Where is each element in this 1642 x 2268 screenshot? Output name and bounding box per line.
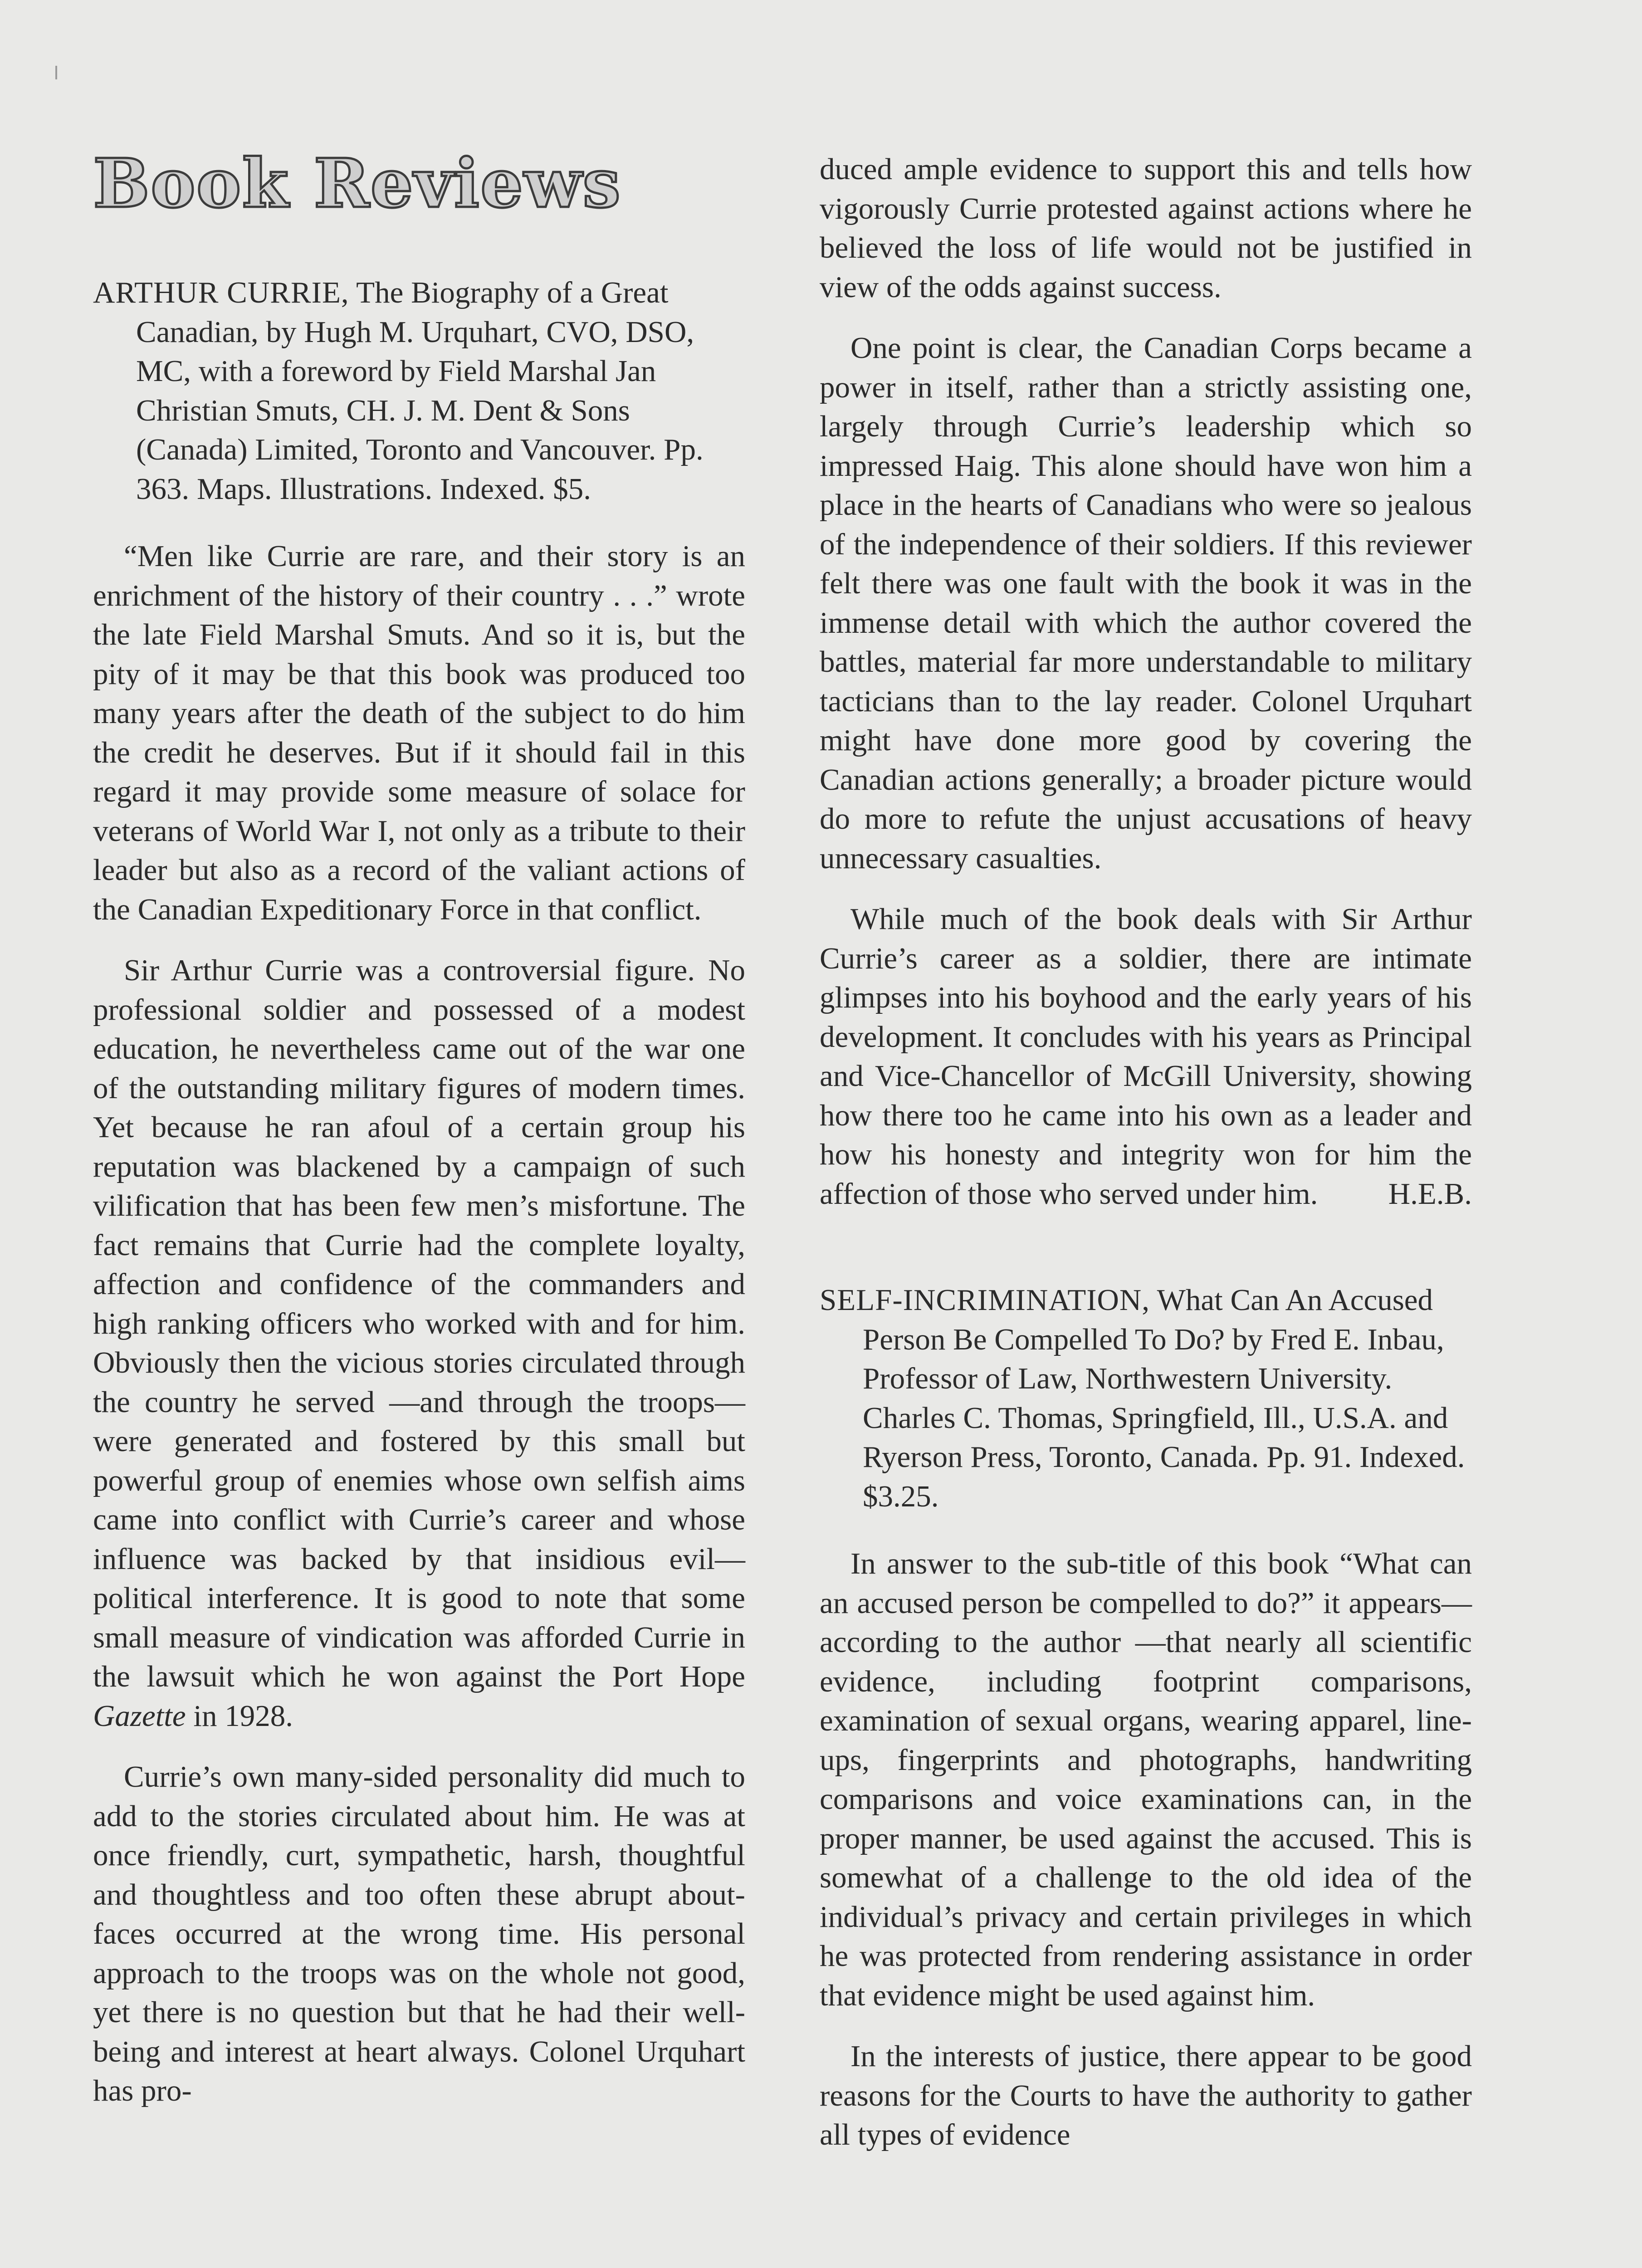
scan-mark [55,66,57,79]
right-column [820,150,1472,2155]
newspaper-name: Gazette [93,1699,186,1733]
review-paragraph: Currie’s own many-sided personality did much to add to the stories circulated about him. He was at once friendly, curt, sympathetic, harsh, thoughtful and thoughtless and too often these abrupt about-faces occurred at the wrong time. His personal approach to the troops was on the whole not good, yet there is no question but that he had their well-being and interest at heart always. Colonel Urquhart has pro- [93,1760,745,2107]
left-column [93,273,745,2111]
paragraph-tail: in 1928. [186,1699,293,1733]
reviewer-initials: H.E.B. [1388,1177,1472,1211]
review-book-title: ARTHUR CURRIE, [93,276,349,309]
paragraph-text: Sir Arthur Currie was a controversial figure. No professional soldier and possessed of a modest education, he nevertheless came out of the war one of the outstanding military figures of modern times. Yet because he ran afoul of a certain group his reputation was blackened by a campaign of such vilification that has been few men’s misfortune. The fact remains that Currie had the complete loyalty, affection and confidence of the commanders and high ranking officers who worked with and for him. Obviously then the vicious stories circulated through the country he served —and through the troops—were generated and fostered by this small but powerful group of enemies whose own selfish aims came into conflict with Currie’s career and whose influence was backed by that insidious evil—political interference. It is good to note that some small measure of vindication was afforded Currie in the lawsuit which he won against the Port Hope [93,953,745,1693]
review-paragraph [820,899,1472,1213]
section-title: Book Reviews [93,144,621,223]
review-citation: What Can An Accused Person Be Compelled To Do? by Fred E. Inbau, Professor of Law, Northwestern University. Charles C. Thomas, Springfield, Ill., U.S.A. and Ryerson Press, Toronto, Canada. Pp. 91. Indexed. $3.25. [863,1283,1465,1513]
review-paragraph: In answer to the sub-title of this book “What can an accused person be compelled to do?” it appears—according to the author —that nearly all scientific evidence, including footprint comparisons, examination of sexual organs, wearing apparel, line-ups, fingerprints and photographs, handwriting comparisons and voice examinations can, in the proper manner, be used against the accused. This is somewhat of a challenge to the old idea of the individual’s privacy and certain privileges in which he was protected from rendering assistance in order that evidence might be used against him. [820,1547,1472,2012]
review-paragraph [93,951,745,1735]
review-citation: The Biography of a Great Canadian, by Hugh M. Urquhart, CVO, DSO, MC, with a foreword by Field Marshal Jan Christian Smuts, CH. J. M. Dent & Sons (Canada) Limited, Toronto and Vancouver. Pp. 363. Maps. Illustrations. Indexed. $5. [136,276,704,506]
review-paragraph: One point is clear, the Canadian Corps became a power in itself, rather than a strictly assisting one, largely through Currie’s leadership which so impressed Haig. This alone should have won him a place in the hearts of Canadians who were so jealous of the independence of their soldiers. If this reviewer felt there was one fault with the book it was in the immense detail with which the author covered the battles, material far more understandable to military tacticians than to the lay reader. Colonel Urquhart might have done more good by covering the Canadian actions generally; a broader picture would do more to refute the unjust accusations of heavy unnecessary casualties. [820,331,1472,875]
review-book-title: SELF-INCRIMINATION, [820,1283,1150,1317]
review-heading-self-incrimination [820,1281,1472,1516]
review-paragraph: duced ample evidence to support this and tells how vigorously Currie protested against actions where he believed the loss of life would not be justified in view of the odds against success. [820,152,1472,304]
review-separator [820,1213,1472,1281]
review-heading-currie [93,273,745,508]
review-paragraph: “Men like Currie are rare, and their story is an enrichment of the history of their country . . .” wrote the late Field Marshal Smuts. And so it is, but the pity of it may be that this book was produced too many years after the death of the subject to do him the credit he deserves. But if it should fail in this regard it may provide some measure of solace for veterans of World War I, not only as a tribute to their leader but also as a record of the valiant actions of the Canadian Expeditionary Force in that conflict. [93,539,745,926]
review-paragraph: In the interests of justice, there appear to be good reasons for the Courts to have the authority to gather all types of evidence [820,2039,1472,2151]
paragraph-text: While much of the book deals with Sir Arthur Currie’s career as a soldier, there are intimate glimpses into his boyhood and the early years of his development. It concludes with his years as Principal and Vice-Chancellor of McGill University, showing how there too he came into his own as a leader and how his honesty and integrity won for him the affection of those who served under him. [820,902,1472,1211]
